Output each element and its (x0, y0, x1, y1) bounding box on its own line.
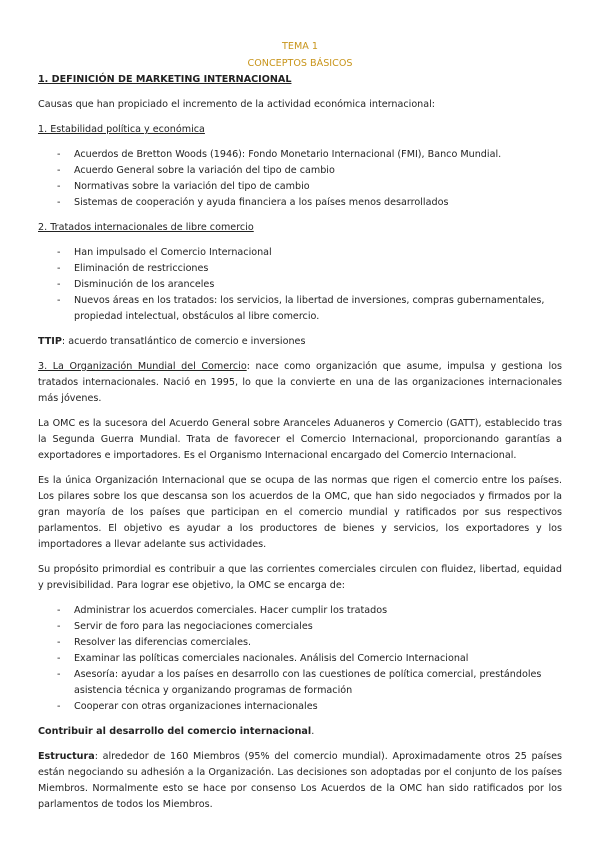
cause-2-title: 2. Tratados internacionales de libre comercio (38, 222, 254, 233)
contribution-bold: Contribuir al desarrollo del comercio internacional (38, 726, 312, 737)
ttip-definition: : acuerdo transatlántico de comercio e inversiones (61, 336, 306, 347)
intro-paragraph: Causas que han propiciado el incremento de la actividad económica internacional: (38, 99, 436, 110)
list-item: - Asesoría: ayudar a los países en desarrollo con las cuestiones de política comercial, prestándoles asistencia técnica y organizando programas de formación (38, 667, 562, 699)
omc-purpose-paragraph: Su propósito primordial es contribuir a que las corrientes comerciales circulen con fluidez, libertad, equidad y previsibilidad. Para lograr ese objetivo, la OMC se encarga de: (38, 564, 562, 591)
cause-3-paragraph (38, 359, 562, 407)
section-heading: 1. DEFINICIÓN DE MARKETING INTERNACIONAL (38, 74, 292, 85)
structure-label: Estructura (38, 751, 95, 762)
omc-unique-paragraph: Es la única Organización Internacional que se ocupa de las normas que rigen el comercio entre los países. Los pilares sobre los que descansa son los acuerdos de la OMC, que han sido negociados y firmados por la gran mayoría de los países que participan en el comercio mundial y ratificados por sus respectivos parlamentos. El objetivo es ayudar a los productores de bienes y servicios, los exportadores y los importadores a llevar adelante sus actividades. (38, 475, 562, 550)
cause-1-list (38, 147, 562, 211)
cause-3-text: : nace como organización que asume, impulsa y gestiona los tratados internacionales. Nació en 1995, lo que la convierte en una de las organizaciones internacionales más jóvenes. (38, 361, 562, 404)
list-item: - Cooperar con otras organizaciones internacionales (38, 699, 562, 715)
contribution-paragraph (38, 724, 562, 740)
list-item: - Administrar los acuerdos comerciales. Hacer cumplir los tratados (38, 603, 562, 619)
topic-subtitle: CONCEPTOS BÁSICOS (247, 58, 353, 69)
list-item: - Han impulsado el Comercio Internacional (38, 245, 562, 261)
contribution-end: . (311, 726, 315, 737)
list-item: - Acuerdos de Bretton Woods (1946): Fondo Monetario Internacional (FMI), Banco Mundial. (38, 147, 562, 163)
structure-text: : alrededor de 160 Miembros (95% del comercio mundial). Aproximadamente otros 25 países están negociando su adhesión a la Organización. Las decisiones son adoptadas por el conjunto de los países Miembros. Normalmente esto se hace por consenso Los Acuerdos de la OMC han sido ratificados por los parlamentos de todos los Miembros. (38, 751, 562, 810)
list-item: - Nuevos áreas en los tratados: los servicios, la libertad de inversiones, compras gubernamentales, propiedad intelectual, obstáculos al libre comercio. (38, 293, 562, 325)
topic-title: TEMA 1 (282, 41, 318, 52)
omc-origin-paragraph: La OMC es la sucesora del Acuerdo General sobre Aranceles Aduaneros y Comercio (GATT), establecido tras la Segunda Guerra Mundial. Trata de favorecer el Comercio Internacional, proporcionando garantías a exportadores e importadores. Es el Organismo Internacional encargado del Comercio Internacional. (38, 418, 562, 461)
cause-3-title: 3. La Organización Mundial del Comercio (38, 361, 247, 372)
list-item: - Eliminación de restricciones (38, 261, 562, 277)
list-item: - Resolver las diferencias comerciales. (38, 635, 562, 651)
ttip-paragraph (38, 334, 562, 350)
list-item: - Sistemas de cooperación y ayuda financiera a los países menos desarrollados (38, 195, 562, 211)
list-item: - Examinar las políticas comerciales nacionales. Análisis del Comercio Internacional (38, 651, 562, 667)
list-item: - Acuerdo General sobre la variación del tipo de cambio (38, 163, 562, 179)
cause-2-list (38, 245, 562, 325)
cause-1-title: 1. Estabilidad política y económica (38, 124, 205, 135)
structure-paragraph (38, 749, 562, 813)
list-item: - Servir de foro para las negociaciones comerciales (38, 619, 562, 635)
omc-tasks-list (38, 603, 562, 715)
ttip-term: TTIP (38, 336, 62, 347)
list-item: - Normativas sobre la variación del tipo de cambio (38, 179, 562, 195)
list-item: - Disminución de los aranceles (38, 277, 562, 293)
